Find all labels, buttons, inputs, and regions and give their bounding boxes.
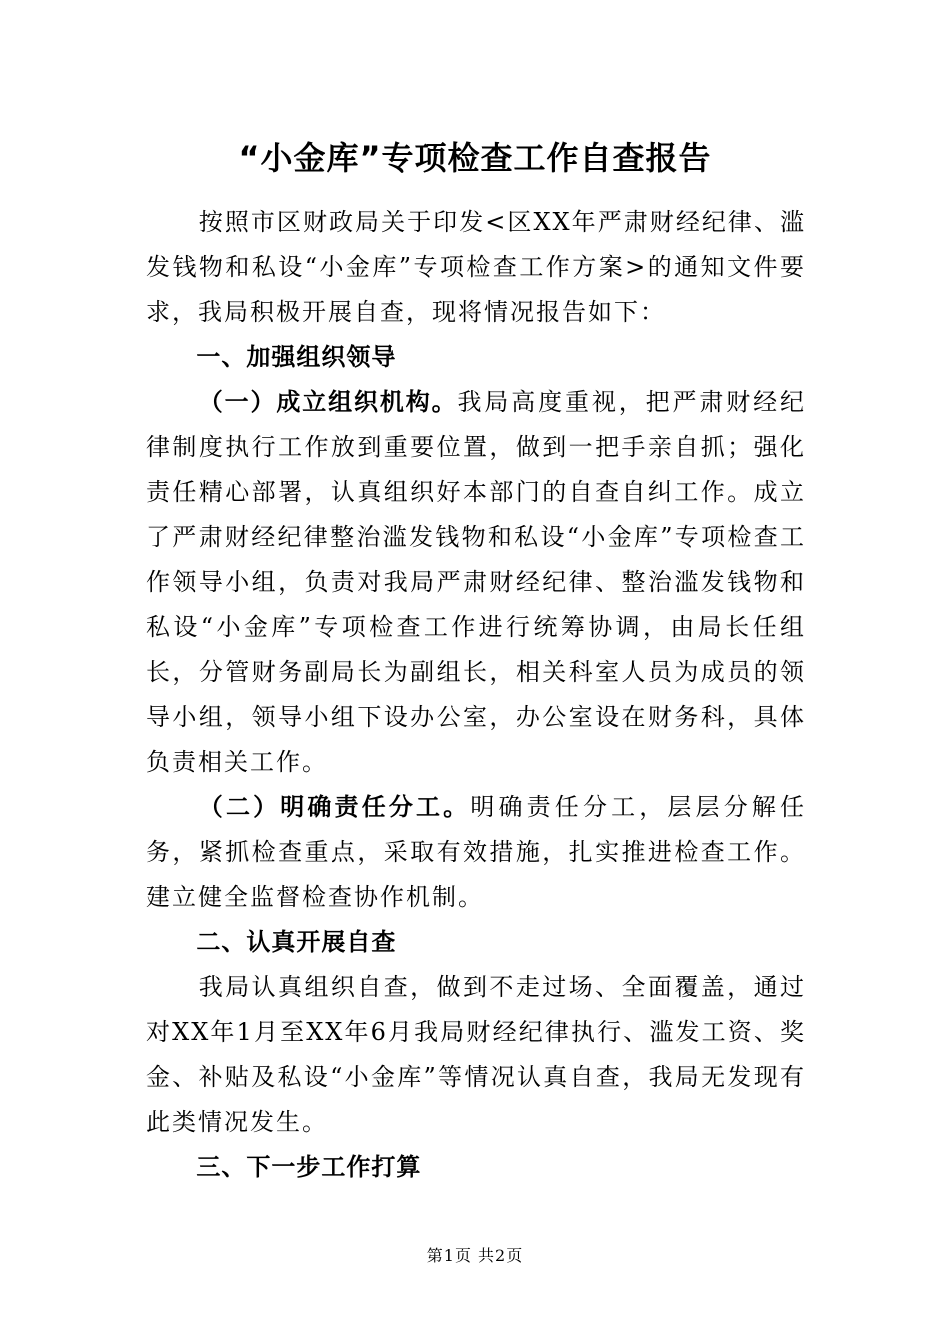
page-footer: 第1页 共2页 xyxy=(426,1246,524,1265)
subsection-paragraph-1 xyxy=(146,380,806,785)
section-heading-3: 三、下一步工作打算 xyxy=(196,1153,422,1181)
document-title: “小金库”专项检查工作自查报告 xyxy=(238,139,712,177)
section-heading-1: 一、加强组织领导 xyxy=(196,343,397,371)
subsection-lead-1: （一）成立组织机构。 xyxy=(198,388,458,416)
subsection-lead-2: （二）明确责任分工。 xyxy=(198,793,471,821)
section-heading-2: 二、认真开展自查 xyxy=(196,928,397,956)
intro-paragraph: 按照市区财政局关于印发<区XX年严肃财经纪律、滥发钱物和私设“小金库”专项检查工作方案>的通知文件要求，我局积极开展自查，现将情况报告如下： xyxy=(146,208,806,326)
document-body xyxy=(146,200,806,1190)
subsection-text-2: 明确责任分工，层层分解任务，紧抓检查重点，采取有效措施，扎实推进检查工作。建立健全监督检查协作机制。 xyxy=(146,793,807,911)
section-paragraph-2: 我局认真组织自查，做到不走过场、全面覆盖，通过对XX年1月至XX年6月我局财经纪律执行、滥发工资、奖金、补贴及私设“小金库”等情况认真自查，我局无发现有此类情况发生。 xyxy=(146,973,806,1136)
subsection-paragraph-2 xyxy=(146,785,806,920)
subsection-text-1: 我局高度重视，把严肃财经纪律制度执行工作放到重要位置，做到一把手亲自抓；强化责任精心部署，认真组织好本部门的自查自纠工作。成立了严肃财经纪律整治滥发钱物和私设“小金库”专项检查工作领导小组，负责对我局严肃财经纪律、整治滥发钱物和私设“小金库”专项检查工作进行统筹协调，由局长任组长，分管财务副局长为副组长，相关科室人员为成员的领导小组，领导小组下设办公室，办公室设在财务科，具体负责相关工作。 xyxy=(146,388,807,776)
